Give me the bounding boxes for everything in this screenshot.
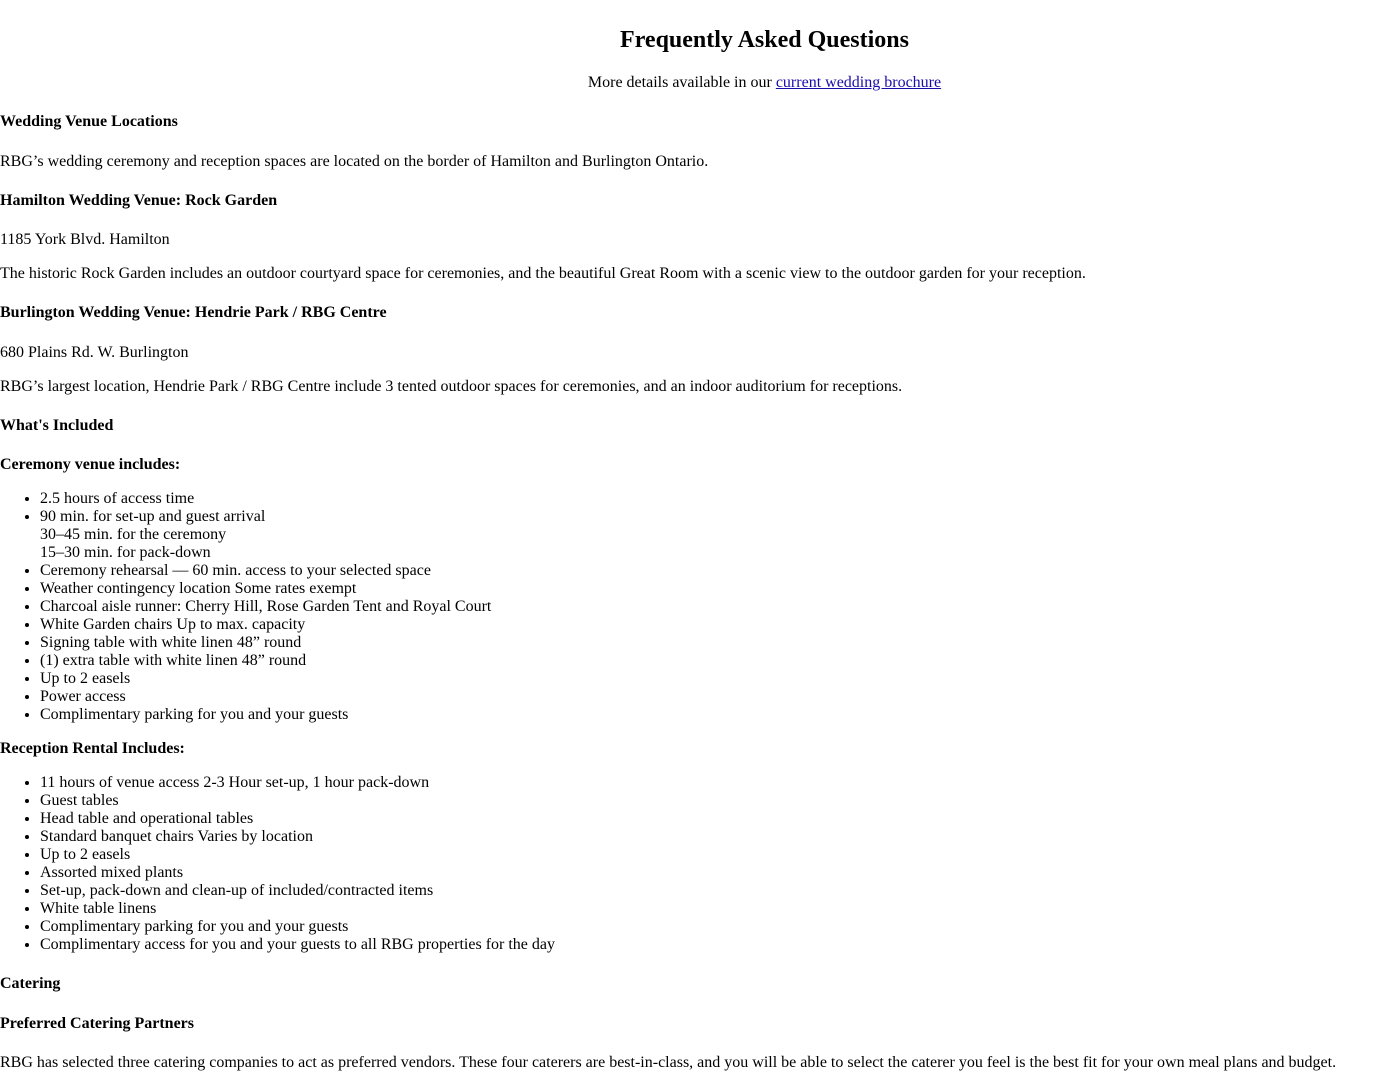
list-item: • White Garden chairs Up to max. capacity [40, 616, 1374, 634]
list-item: • Standard banquet chairs Varies by location [40, 828, 1374, 846]
reception-heading: Reception Rental Includes: [0, 740, 185, 757]
list-item: • Set-up, pack-down and clean-up of included/contracted items [40, 882, 1374, 900]
list-item: • Complimentary parking for you and your guests [40, 706, 1374, 724]
catering-description: RBG has selected three catering companies to act as preferred vendors. These four caterers are best-in-class, and you will be able to select the caterer you feel is the best fit for your own meal plans and budget. [0, 1054, 1337, 1071]
hamilton-description: The historic Rock Garden includes an outdoor courtyard space for ceremonies, and the beautiful Great Room with a scenic view to the outdoor garden for your reception. [0, 265, 1086, 282]
brochure-link[interactable]: current wedding brochure [775, 74, 942, 91]
list-item: • Head table and operational tables [40, 810, 1374, 828]
list-item: • Complimentary parking for you and your guests [40, 918, 1374, 936]
subtitle-text: More details available in our [587, 74, 776, 91]
list-item: • Signing table with white linen 48” round [40, 634, 1374, 652]
list-item: • Up to 2 easels [40, 670, 1374, 688]
burlington-description: RBG’s largest location, Hendrie Park / RBG Centre include 3 tented outdoor spaces for ceremonies, and an indoor auditorium for receptions. [0, 378, 903, 395]
list-item-line: 15–30 min. for pack-down [40, 544, 211, 561]
locations-heading: Wedding Venue Locations [0, 113, 178, 130]
ceremony-list [0, 490, 1374, 724]
included-heading: What's Included [0, 417, 114, 434]
list-item: • Ceremony rehearsal — 60 min. access to your selected space [40, 562, 1374, 580]
reception-list [0, 774, 1374, 954]
list-item: • (1) extra table with white linen 48” round [40, 652, 1374, 670]
list-item-line: 30–45 min. for the ceremony [40, 526, 227, 543]
list-item: • Weather contingency location Some rates exempt [40, 580, 1374, 598]
hamilton-address: 1185 York Blvd. Hamilton [0, 231, 170, 248]
locations-intro: RBG’s wedding ceremony and reception spaces are located on the border of Hamilton and Burlington Ontario. [0, 153, 709, 170]
list-item: • White table linens [40, 900, 1374, 918]
list-item: • 11 hours of venue access 2-3 Hour set-up, 1 hour pack-down [40, 774, 1374, 792]
list-item: • Guest tables [40, 792, 1374, 810]
list-item: • Power access [40, 688, 1374, 706]
burlington-heading: Burlington Wedding Venue: Hendrie Park / RBG Centre [0, 304, 387, 321]
ceremony-heading: Ceremony venue includes: [0, 456, 181, 473]
burlington-address: 680 Plains Rd. W. Burlington [0, 344, 189, 361]
subtitle [0, 74, 1374, 92]
list-item: • Charcoal aisle runner: Cherry Hill, Rose Garden Tent and Royal Court [40, 598, 1374, 616]
list-item: • Up to 2 easels [40, 846, 1374, 864]
catering-heading: Catering [0, 975, 61, 992]
list-item-line: 90 min. for set-up and guest arrival [40, 508, 266, 525]
page-title: Frequently Asked Questions [620, 27, 909, 53]
hamilton-heading: Hamilton Wedding Venue: Rock Garden [0, 192, 278, 209]
catering-partners-heading: Preferred Catering Partners [0, 1015, 194, 1032]
list-item: • Complimentary access for you and your guests to all RBG properties for the day [40, 936, 1374, 954]
list-item: • Assorted mixed plants [40, 864, 1374, 882]
list-item: • 2.5 hours of access time [40, 490, 1374, 508]
list-item [40, 508, 1374, 562]
